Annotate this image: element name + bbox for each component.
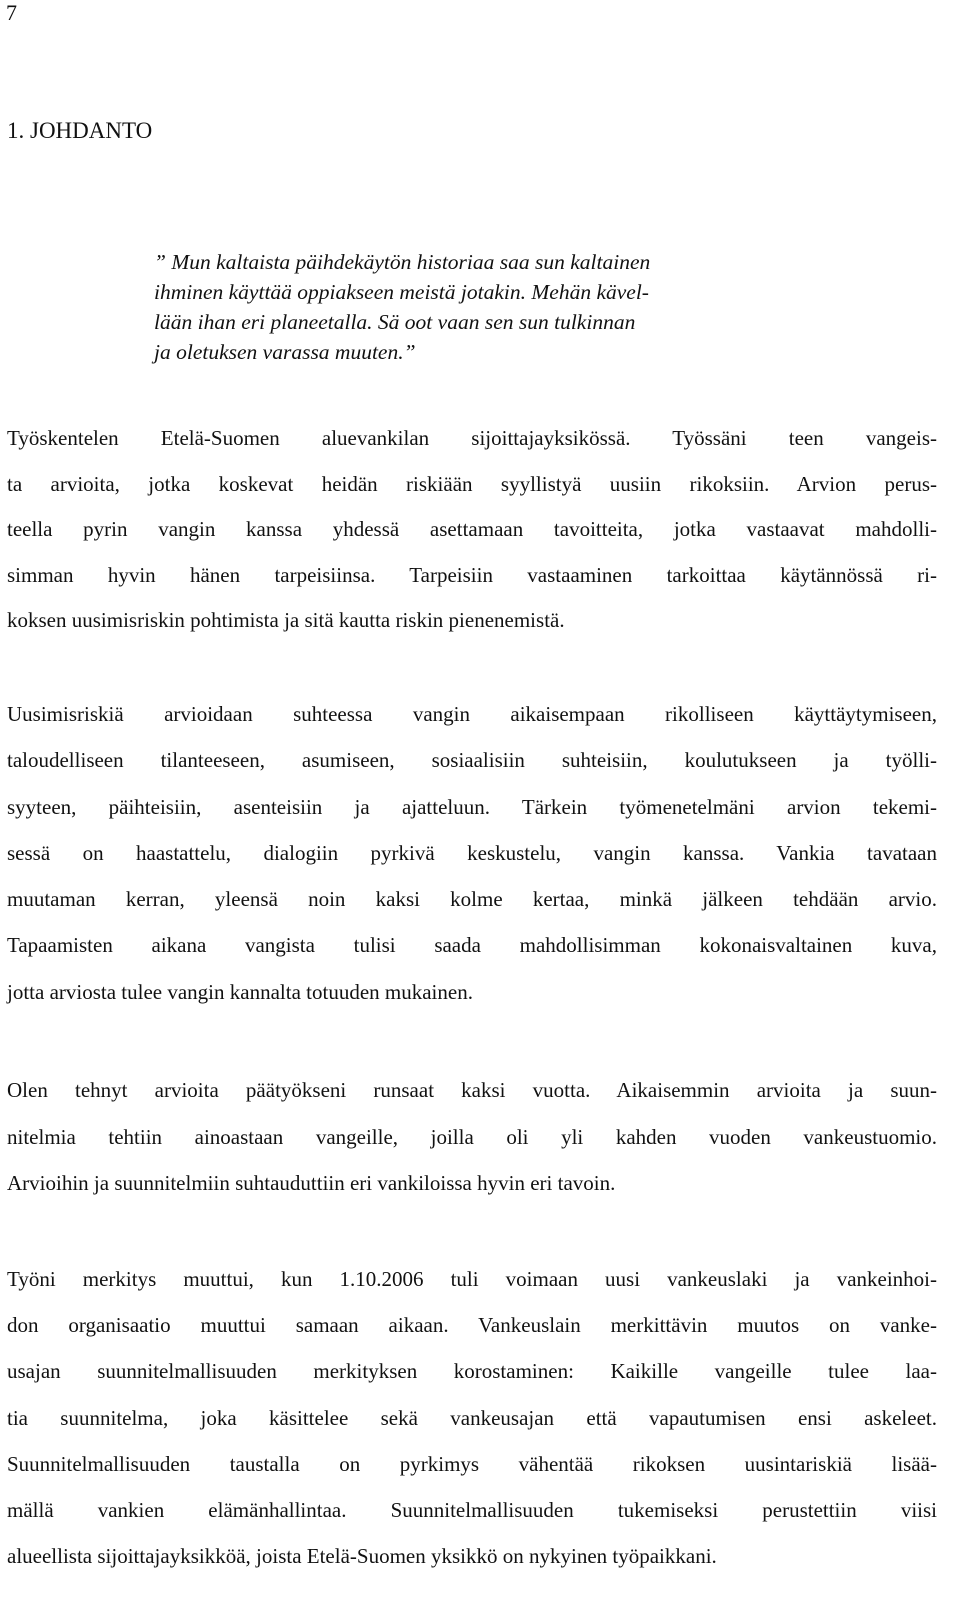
text-line: usajan suunnitelmallisuuden merkityksen korostaminen: Kaikille vangeille tulee laa- xyxy=(7,1359,937,1384)
text-line: ta arvioita, jotka koskevat heidän riskiään syyllistyä uusiin rikoksiin. Arvion perus- xyxy=(7,471,937,496)
paragraph-2 xyxy=(7,691,937,1015)
quote-line: lään ihan eri planeetalla. Sä oot vaan sen sun tulkinnan xyxy=(154,310,636,334)
text-line: jotta arviosta tulee vangin kannalta totuuden mukainen. xyxy=(7,979,473,1004)
paragraph-4 xyxy=(7,1256,937,1579)
epigraph-quote xyxy=(154,247,794,367)
text-line: nitelmia tehtiin ainoastaan vangeille, joilla oli yli kahden vuoden vankeustuomio. xyxy=(7,1124,937,1149)
text-line: syyteen, päihteisiin, asenteisiin ja ajatteluun. Tärkein työmenetelmäni arvion tekemi- xyxy=(7,794,937,819)
text-line: teella pyrin vangin kanssa yhdessä asettamaan tavoitteita, jotka vastaavat mahdolli- xyxy=(7,517,937,541)
text-line: Suunnitelmallisuuden taustalla on pyrkimys vähentää rikoksen uusintariskiä lisää- xyxy=(7,1451,937,1476)
quote-line: ” Mun kaltaista päihdekäytön historiaa saa sun kaltainen xyxy=(154,250,651,274)
paragraph-1 xyxy=(7,416,937,644)
text-line: simman hyvin hänen tarpeisiinsa. Tarpeisiin vastaaminen tarkoittaa käytännössä ri- xyxy=(7,562,937,587)
text-line: mällä vankien elämänhallintaa. Suunnitelmallisuuden tukemiseksi perustettiin viisi xyxy=(7,1498,937,1523)
text-line: Uusimisriskiä arvioidaan suhteessa vangin aikaisempaan rikolliseen käyttäytymiseen, xyxy=(7,702,937,726)
page-number: 7 xyxy=(6,0,17,25)
text-line: taloudelliseen tilanteeseen, asumiseen, sosiaalisiin suhteisiin, koulutukseen ja työlli- xyxy=(7,748,937,773)
text-line: Arvioihin ja suunnitelmiin suhtauduttiin eri vankiloissa hyvin eri tavoin. xyxy=(7,1171,616,1195)
paragraph-3 xyxy=(7,1067,937,1207)
text-line: Työskentelen Etelä-Suomen aluevankilan sijoittajayksikössä. Työssäni teen vangeis- xyxy=(7,426,937,450)
text-line: tia suunnitelma, joka käsittelee sekä vankeusajan että vapautumisen ensi askeleet. xyxy=(7,1405,937,1430)
text-line: koksen uusimisriskin pohtimista ja sitä kautta riskin pienenemistä. xyxy=(7,608,565,632)
text-line: don organisaatio muuttui samaan aikaan. Vankeuslain merkittävin muutos on vanke- xyxy=(7,1313,937,1338)
text-line: Olen tehnyt arvioita päätyökseni runsaat kaksi vuotta. Aikaisemmin arvioita ja suun- xyxy=(7,1078,937,1102)
text-line: muutaman kerran, yleensä noin kaksi kolme kertaa, minkä jälkeen tehdään arvio. xyxy=(7,887,937,912)
quote-line: ihminen käyttää oppiakseen meistä jotakin. Mehän kävel- xyxy=(154,280,649,304)
chapter-heading: 1. JOHDANTO xyxy=(7,118,153,143)
text-line: sessä on haastattelu, dialogiin pyrkivä keskustelu, vangin kanssa. Vankia tavataan xyxy=(7,840,937,865)
text-line: Työni merkitys muuttui, kun 1.10.2006 tuli voimaan uusi vankeuslaki ja vankeinhoi- xyxy=(7,1267,937,1291)
text-line: alueellista sijoittajayksikköä, joista Etelä-Suomen yksikkö on nykyinen työpaikkani. xyxy=(7,1544,717,1569)
text-line: Tapaamisten aikana vangista tulisi saada mahdollisimman kokonaisvaltainen kuva, xyxy=(7,933,937,958)
quote-line: ja oletuksen varassa muuten.” xyxy=(154,340,416,364)
